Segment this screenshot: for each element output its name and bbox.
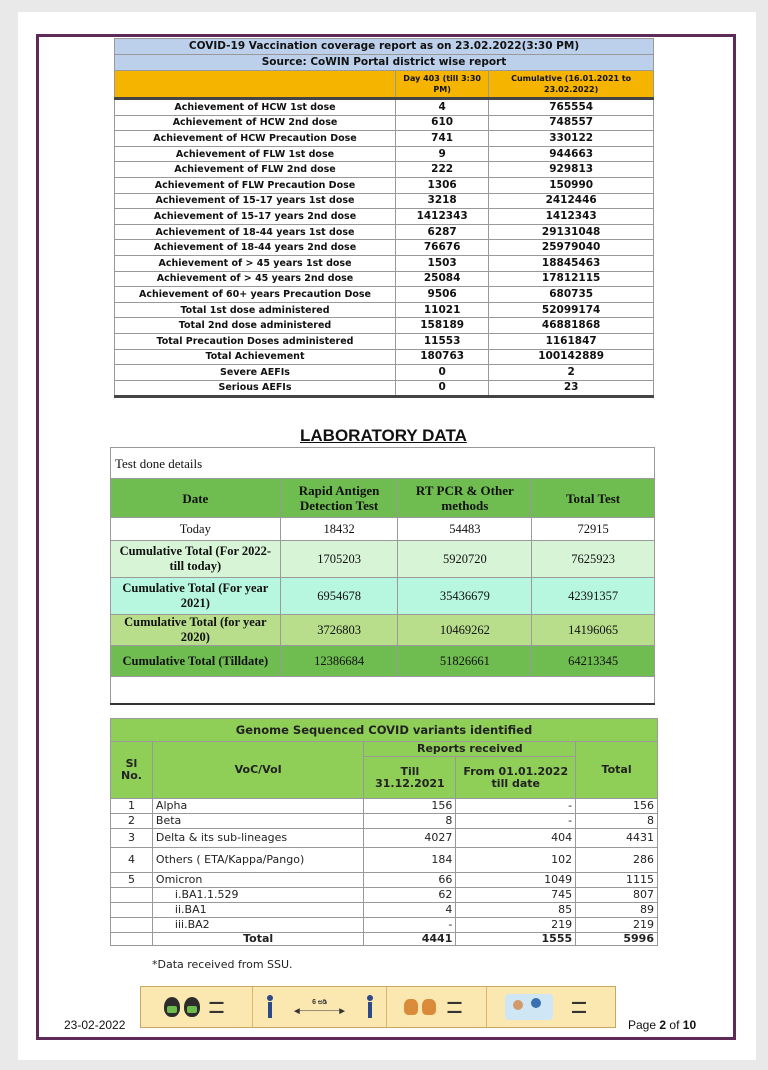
vaccination-row-cumulative: 2412446 xyxy=(489,193,654,209)
page-prefix: Page xyxy=(628,1018,657,1032)
vaccination-row xyxy=(115,287,654,303)
vaccination-row-cumulative: 29131048 xyxy=(489,224,654,240)
genome-row-from: 404 xyxy=(456,829,576,848)
lab-empty-cell xyxy=(111,677,655,705)
genome-row-name: Beta xyxy=(152,814,364,829)
vaccination-row xyxy=(115,380,654,397)
genome-row-sl: 3 xyxy=(111,829,153,848)
lab-row-total: 7625923 xyxy=(532,541,655,578)
genome-row xyxy=(111,888,658,903)
lab-row-rtpcr: 54483 xyxy=(398,518,532,541)
genome-total-row xyxy=(111,933,658,946)
vaccination-row xyxy=(115,240,654,256)
genome-header-till: Till 31.12.2021 xyxy=(364,757,456,799)
genome-row-total: 286 xyxy=(576,848,658,873)
lab-row-rtpcr: 51826661 xyxy=(398,646,532,677)
genome-row-till: 156 xyxy=(364,799,456,814)
genome-row xyxy=(111,848,658,873)
lab-row-label: Cumulative Total (For 2022- till today) xyxy=(111,541,281,578)
genome-row-sl xyxy=(111,918,153,933)
genome-row-name: iii.BA2 xyxy=(152,918,364,933)
lab-header-rtpcr: RT PCR & Other methods xyxy=(398,479,532,518)
handwash-text-graphic: ▬▬ ▬▬ xyxy=(447,999,462,1015)
lab-row-label: Cumulative Total (for year 2020) xyxy=(111,615,281,646)
lab-row xyxy=(111,615,655,646)
vaccination-row-cumulative: 23 xyxy=(489,380,654,397)
lab-row xyxy=(111,578,655,615)
vaccination-row-cumulative: 17812115 xyxy=(489,271,654,287)
vaccination-row-day: 9 xyxy=(396,146,489,162)
vaccination-row-day: 76676 xyxy=(396,240,489,256)
vaccination-row-cumulative: 330122 xyxy=(489,131,654,147)
vaccination-row-day: 11021 xyxy=(396,302,489,318)
vaccination-row-day: 11553 xyxy=(396,333,489,349)
distance-arrow-icon: ◀────────▶ xyxy=(294,1008,345,1015)
lab-row xyxy=(111,646,655,677)
vaccination-row xyxy=(115,255,654,271)
vaccination-row xyxy=(115,365,654,381)
vaccination-row xyxy=(115,302,654,318)
handwash-segment xyxy=(387,987,487,1027)
lab-row-total: 72915 xyxy=(532,518,655,541)
vaccination-row-cumulative: 680735 xyxy=(489,287,654,303)
vaccination-row-label: Achievement of 18-44 years 2nd dose xyxy=(115,240,396,256)
masked-face-icon xyxy=(184,997,200,1017)
vaccination-row-day: 25084 xyxy=(396,271,489,287)
genome-row-sl: 1 xyxy=(111,799,153,814)
vaccination-row-day: 180763 xyxy=(396,349,489,365)
vaccination-row-day: 4 xyxy=(396,99,489,116)
vaccination-row-day: 741 xyxy=(396,131,489,147)
lab-row-rtpcr: 10469262 xyxy=(398,615,532,646)
page-of: of xyxy=(669,1018,680,1032)
lab-header-total: Total Test xyxy=(532,479,655,518)
vaccination-row xyxy=(115,146,654,162)
laboratory-title: LABORATORY DATA xyxy=(300,426,467,445)
genome-row-till: - xyxy=(364,918,456,933)
genome-row-from: - xyxy=(456,814,576,829)
vaccination-row-day: 6287 xyxy=(396,224,489,240)
lab-row xyxy=(111,541,655,578)
vaccination-row-day: 9506 xyxy=(396,287,489,303)
genome-row-from: 1049 xyxy=(456,873,576,888)
lab-row-rat: 18432 xyxy=(280,518,398,541)
person-icon xyxy=(365,995,375,1019)
lab-row-total: 42391357 xyxy=(532,578,655,615)
vaccination-row-day: 158189 xyxy=(396,318,489,334)
vaccination-row-cumulative: 150990 xyxy=(489,177,654,193)
genome-row-till: 4 xyxy=(364,903,456,918)
genome-row xyxy=(111,903,658,918)
vaccination-icon xyxy=(505,994,553,1020)
genome-table xyxy=(110,718,658,946)
vaccination-row-cumulative: 2 xyxy=(489,365,654,381)
lab-row-rtpcr: 35436679 xyxy=(398,578,532,615)
vaccination-row-cumulative: 52099174 xyxy=(489,302,654,318)
vaccination-source: Source: CoWIN Portal district wise report xyxy=(115,55,654,71)
vaccination-row-label: Achievement of HCW 2nd dose xyxy=(115,115,396,131)
vaccination-row-day: 1412343 xyxy=(396,209,489,225)
vaccination-row-cumulative: 1161847 xyxy=(489,333,654,349)
vaccination-row-day: 1503 xyxy=(396,255,489,271)
genome-row xyxy=(111,918,658,933)
genome-row-total: 8 xyxy=(576,814,658,829)
genome-row-name: Alpha xyxy=(152,799,364,814)
genome-row-total: 807 xyxy=(576,888,658,903)
vaccination-title: COVID-19 Vaccination coverage report as on 23.02.2022(3:30 PM) xyxy=(115,39,654,55)
genome-row-sl: 2 xyxy=(111,814,153,829)
vaccination-row-cumulative: 929813 xyxy=(489,162,654,178)
distance-segment xyxy=(253,987,387,1027)
vaccination-row-label: Achievement of FLW 1st dose xyxy=(115,146,396,162)
vaccination-row-cumulative: 100142889 xyxy=(489,349,654,365)
vaccination-row xyxy=(115,162,654,178)
vaccination-segment xyxy=(487,987,615,1027)
lab-row-rat: 1705203 xyxy=(280,541,398,578)
day-column-header: Day 403 (till 3:30 PM) xyxy=(396,71,489,99)
genome-row xyxy=(111,814,658,829)
vaccination-row xyxy=(115,193,654,209)
lab-row-total: 64213345 xyxy=(532,646,655,677)
genome-note: *Data received from SSU. xyxy=(152,958,293,971)
vaccination-table xyxy=(114,38,654,398)
vaccination-row xyxy=(115,177,654,193)
footer-date: 23-02-2022 xyxy=(64,1018,126,1032)
vaccination-row-label: Achievement of 15-17 years 1st dose xyxy=(115,193,396,209)
vaccination-row xyxy=(115,115,654,131)
distance-label: 6 ಅಡಿ xyxy=(312,999,327,1006)
genome-header-from: From 01.01.2022 till date xyxy=(456,757,576,799)
genome-row-total: 219 xyxy=(576,918,658,933)
sanitizer-icon xyxy=(422,999,436,1015)
vaccination-row xyxy=(115,209,654,225)
genome-row-sl xyxy=(111,888,153,903)
mask-segment xyxy=(141,987,253,1027)
vaccination-row-label: Achievement of HCW Precaution Dose xyxy=(115,131,396,147)
genome-title: Genome Sequenced COVID variants identified xyxy=(111,719,658,742)
genome-total-from: 1555 xyxy=(456,933,576,946)
genome-total-total: 5996 xyxy=(576,933,658,946)
vaccination-row-label: Achievement of HCW 1st dose xyxy=(115,99,396,116)
vaccination-row-label: Total Precaution Doses administered xyxy=(115,333,396,349)
genome-row-till: 66 xyxy=(364,873,456,888)
page-total: 10 xyxy=(682,1018,697,1032)
vaccination-row xyxy=(115,333,654,349)
vaccination-row-day: 0 xyxy=(396,380,489,397)
vaccination-row-label: Achievement of 15-17 years 2nd dose xyxy=(115,209,396,225)
genome-row-from: 219 xyxy=(456,918,576,933)
genome-row-sl xyxy=(111,903,153,918)
sanitizer-icon xyxy=(404,999,418,1015)
genome-row-till: 4027 xyxy=(364,829,456,848)
lab-row-label: Today xyxy=(111,518,281,541)
vaccination-row-label: Severe AEFIs xyxy=(115,365,396,381)
vaccination-row-cumulative: 46881868 xyxy=(489,318,654,334)
genome-header-reports: Reports received xyxy=(364,742,576,757)
genome-header-voc: VoC/VoI xyxy=(152,742,364,799)
vaccination-row-cumulative: 25979040 xyxy=(489,240,654,256)
genome-header-sl: Sl No. xyxy=(111,742,153,799)
vaccination-row-day: 222 xyxy=(396,162,489,178)
genome-row-till: 184 xyxy=(364,848,456,873)
vaccination-text-graphic: ▬▬ ▬▬ xyxy=(572,999,586,1015)
vaccination-row-cumulative: 748557 xyxy=(489,115,654,131)
vaccination-row-label: Total Achievement xyxy=(115,349,396,365)
genome-row-name: Delta & its sub-lineages xyxy=(152,829,364,848)
covid-appropriate-behaviour-banner xyxy=(140,986,616,1028)
genome-total-blank xyxy=(111,933,153,946)
genome-total-till: 4441 xyxy=(364,933,456,946)
vaccination-row-label: Achievement of 60+ years Precaution Dose xyxy=(115,287,396,303)
vaccination-row-day: 610 xyxy=(396,115,489,131)
lab-row-label: Cumulative Total (For year 2021) xyxy=(111,578,281,615)
vaccination-row-cumulative: 765554 xyxy=(489,99,654,116)
vaccination-row-cumulative: 944663 xyxy=(489,146,654,162)
genome-row-from: 85 xyxy=(456,903,576,918)
vaccination-row xyxy=(115,224,654,240)
genome-row-from: 102 xyxy=(456,848,576,873)
vaccination-row-label: Achievement of > 45 years 1st dose xyxy=(115,255,396,271)
genome-row-till: 8 xyxy=(364,814,456,829)
genome-header-total: Total xyxy=(576,742,658,799)
lab-empty-row xyxy=(111,677,655,705)
vaccination-row-cumulative: 18845463 xyxy=(489,255,654,271)
genome-row-total: 4431 xyxy=(576,829,658,848)
lab-row-total: 14196065 xyxy=(532,615,655,646)
genome-row-name: i.BA1.1.529 xyxy=(152,888,364,903)
genome-row-till: 62 xyxy=(364,888,456,903)
vaccination-row-label: Achievement of FLW 2nd dose xyxy=(115,162,396,178)
genome-row-sl: 5 xyxy=(111,873,153,888)
genome-row-total: 156 xyxy=(576,799,658,814)
vaccination-row-label: Total 1st dose administered xyxy=(115,302,396,318)
cumulative-column-header: Cumulative (16.01.2021 to 23.02.2022) xyxy=(489,71,654,99)
genome-row-total: 89 xyxy=(576,903,658,918)
test-done-details: Test done details xyxy=(111,448,655,479)
vaccination-row xyxy=(115,271,654,287)
person-icon xyxy=(265,995,275,1019)
genome-row xyxy=(111,873,658,888)
genome-row xyxy=(111,829,658,848)
vaccination-row xyxy=(115,318,654,334)
lab-row-rat: 6954678 xyxy=(280,578,398,615)
genome-row-from: 745 xyxy=(456,888,576,903)
empty-header-cell xyxy=(115,71,396,99)
lab-row-label: Cumulative Total (Tilldate) xyxy=(111,646,281,677)
vaccination-row-day: 1306 xyxy=(396,177,489,193)
genome-row-from: - xyxy=(456,799,576,814)
vaccination-row-label: Achievement of 18-44 years 1st dose xyxy=(115,224,396,240)
genome-total-label: Total xyxy=(152,933,364,946)
genome-row xyxy=(111,799,658,814)
vaccination-row-day: 0 xyxy=(396,365,489,381)
lab-row-rat: 3726803 xyxy=(280,615,398,646)
genome-row-total: 1115 xyxy=(576,873,658,888)
vaccination-row xyxy=(115,99,654,116)
vaccination-row-label: Total 2nd dose administered xyxy=(115,318,396,334)
lab-row-rtpcr: 5920720 xyxy=(398,541,532,578)
vaccination-row-cumulative: 1412343 xyxy=(489,209,654,225)
genome-row-name: Omicron xyxy=(152,873,364,888)
lab-header-rat: Rapid Antigen Detection Test xyxy=(280,479,398,518)
genome-row-name: Others ( ETA/Kappa/Pango) xyxy=(152,848,364,873)
lab-header-date: Date xyxy=(111,479,281,518)
vaccination-row-label: Serious AEFIs xyxy=(115,380,396,397)
lab-row-rat: 12386684 xyxy=(280,646,398,677)
vaccination-row-label: Achievement of > 45 years 2nd dose xyxy=(115,271,396,287)
genome-row-name: ii.BA1 xyxy=(152,903,364,918)
vaccination-row xyxy=(115,349,654,365)
vaccination-row-label: Achievement of FLW Precaution Dose xyxy=(115,177,396,193)
page-current: 2 xyxy=(659,1018,667,1032)
mask-text-graphic: ▬▬ ▬▬ xyxy=(209,999,224,1015)
page-number xyxy=(628,1018,696,1032)
vaccination-row xyxy=(115,131,654,147)
vaccination-row-day: 3218 xyxy=(396,193,489,209)
lab-row xyxy=(111,518,655,541)
genome-row-sl: 4 xyxy=(111,848,153,873)
laboratory-table xyxy=(110,447,655,705)
masked-face-icon xyxy=(164,997,180,1017)
